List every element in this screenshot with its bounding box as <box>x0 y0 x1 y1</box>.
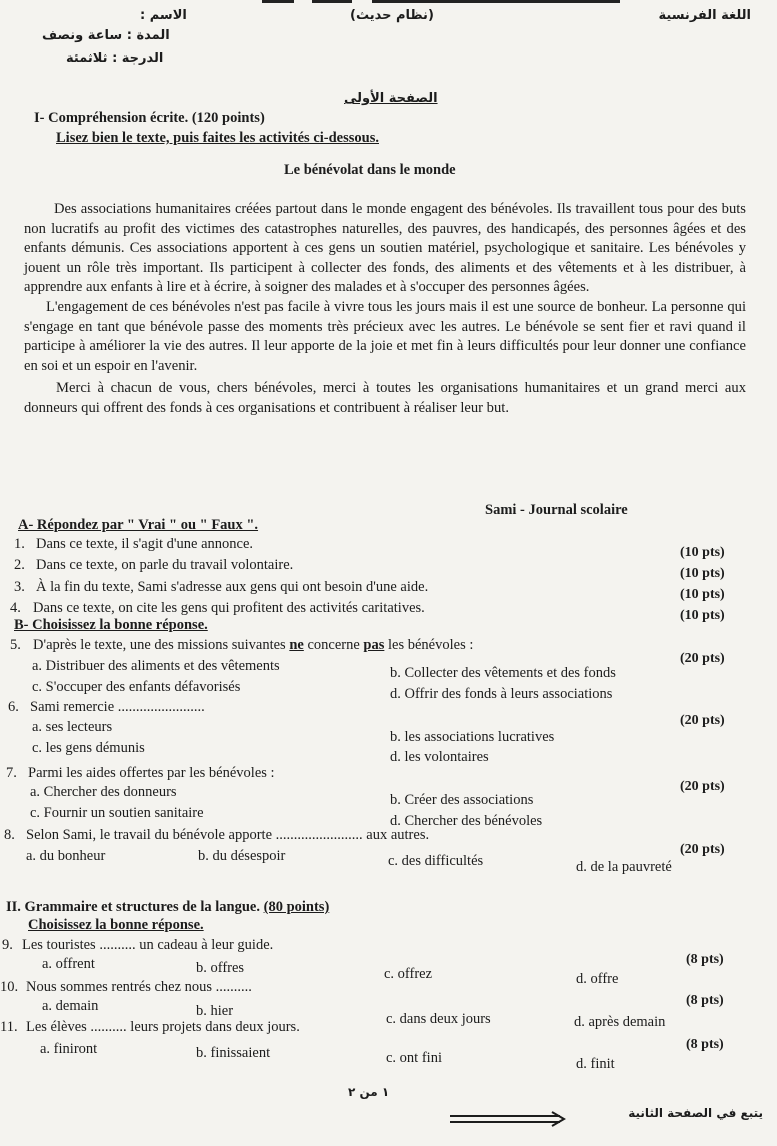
text-title: Le bénévolat dans le monde <box>284 162 456 178</box>
question-4-text: Dans ce texte, on cite les gens qui profitent des activités caritatives. <box>33 600 425 616</box>
section1-instruction: Lisez bien le texte, puis faites les activités ci-dessous. <box>56 130 379 146</box>
question-8-option-c[interactable]: c. des difficultés <box>388 853 484 869</box>
duration-label: المدة : ساعة ونصف <box>42 28 170 43</box>
question-9-option-b[interactable]: b. offres <box>196 960 245 976</box>
question-9-option-a[interactable]: a. offrent <box>42 956 95 972</box>
question-11-text: Les élèves .......... leurs projets dans deux jours. <box>26 1019 300 1035</box>
question-6-option-a[interactable]: a. ses lecteurs <box>32 719 113 735</box>
question-8-number: 8. <box>4 827 15 843</box>
question-11-number: 11. <box>0 1019 18 1035</box>
question-3-text: À la fin du texte, Sami s'adresse aux gens qui ont besoin d'une aide. <box>36 579 429 595</box>
question-10-option-a[interactable]: a. demain <box>42 998 99 1014</box>
question-1-points: (10 pts) <box>680 545 725 560</box>
question-6-option-d[interactable]: d. les volontaires <box>390 749 489 765</box>
question-10-option-d[interactable]: d. après demain <box>574 1014 666 1030</box>
system-label: (نظام حديث) <box>350 8 434 23</box>
section2-title <box>6 899 329 916</box>
partB-title: B- Choisissez la bonne réponse. <box>14 617 208 633</box>
question-5-text-end: les bénévoles : <box>384 637 474 653</box>
question-10-text: Nous sommes rentrés chez nous .......... <box>26 979 252 995</box>
header-top-rule <box>372 0 620 3</box>
question-3-points: (10 pts) <box>680 587 725 602</box>
question-6-option-c[interactable]: c. les gens démunis <box>32 740 145 756</box>
question-8-option-d[interactable]: d. de la pauvreté <box>576 859 672 875</box>
name-label: الاسم : <box>140 8 187 23</box>
question-3-number: 3. <box>14 579 25 595</box>
question-2-points: (10 pts) <box>680 566 725 581</box>
question-5-points: (20 pts) <box>680 651 725 666</box>
question-6-points: (20 pts) <box>680 713 725 728</box>
question-9-points: (8 pts) <box>686 952 724 967</box>
question-9-option-c[interactable]: c. offrez <box>384 966 433 982</box>
grade-label: الدرجة : ثلاثمئة <box>66 51 164 66</box>
signature: Sami - Journal scolaire <box>485 502 628 518</box>
question-7-option-c[interactable]: c. Fournir un soutien sanitaire <box>30 805 204 821</box>
question-10-number: 10. <box>0 979 19 995</box>
page-label: الصفحة الأولى <box>344 91 438 106</box>
section1-title: I- Compréhension écrite. (120 points) <box>34 110 265 126</box>
header-top-rule <box>262 0 294 3</box>
question-2-number: 2. <box>14 557 25 573</box>
question-7-option-d[interactable]: d. Chercher des bénévoles <box>390 813 543 829</box>
question-11-option-c[interactable]: c. ont fini <box>386 1050 442 1066</box>
question-5-option-c[interactable]: c. S'occuper des enfants défavorisés <box>32 679 241 695</box>
reading-text <box>24 200 746 419</box>
question-5-text-mid: concerne <box>303 637 364 653</box>
paragraph-1: Des associations humanitaires créées partout dans le monde engagent des bénévoles. Ils travaillent tous pour des buts non lucratifs au profit des victimes des catastrophes naturelles, des pauvres, des handicapés, des personnes âgées et des enfants démunis. Ces associations apportent à ces gens un soutien matériel, psychologique et sanitaire. Les bénévoles y jouent un rôle très important. Ils participent à collecter des fonds, des aliments et des vêtements et à les distribuer, à apprendre aux enfants à lire et à écrire, à soigner des malades et à s'occuper des personnes âgées. <box>24 201 746 296</box>
page-number: ١ من ٢ <box>348 1085 390 1099</box>
section2-title-main: II. Grammaire et structures de la langue. <box>6 899 260 915</box>
question-1-number: 1. <box>14 536 25 552</box>
section2-title-points: (80 points) <box>263 899 330 915</box>
question-10-points: (8 pts) <box>686 993 724 1008</box>
question-5-option-b[interactable]: b. Collecter des vêtements et des fonds <box>390 665 616 681</box>
question-7-option-b[interactable]: b. Créer des associations <box>390 792 534 808</box>
question-6-option-b[interactable]: b. les associations lucratives <box>390 729 555 745</box>
question-9-text: Les touristes .......... un cadeau à leur guide. <box>22 937 274 953</box>
question-4-points: (10 pts) <box>680 608 725 623</box>
section2-instruction: Choisissez la bonne réponse. <box>28 917 204 933</box>
question-7-text: Parmi les aides offertes par les bénévoles : <box>28 765 275 781</box>
question-5-text <box>33 637 473 654</box>
question-8-points: (20 pts) <box>680 842 725 857</box>
partA-title: A- Répondez par " Vrai " ou " Faux ". <box>18 517 259 533</box>
question-7-option-a[interactable]: a. Chercher des donneurs <box>30 784 177 800</box>
subject-label: اللغة الفرنسية <box>658 8 751 23</box>
question-6-number: 6. <box>8 699 19 715</box>
double-arrow-icon <box>448 1111 568 1127</box>
question-9-option-d[interactable]: d. offre <box>576 971 619 987</box>
question-8-option-a[interactable]: a. du bonheur <box>26 848 106 864</box>
question-6-text: Sami remercie ........................ <box>30 699 205 715</box>
question-5-option-a[interactable]: a. Distribuer des aliments et des vêtements <box>32 658 280 674</box>
question-11-option-a[interactable]: a. finiront <box>40 1041 98 1057</box>
question-5-text-start: D'après le texte, une des missions suivantes <box>33 637 290 653</box>
question-4-number: 4. <box>10 600 21 616</box>
question-10-option-b[interactable]: b. hier <box>196 1003 234 1019</box>
question-5-number: 5. <box>10 637 21 653</box>
question-1-text: Dans ce texte, il s'agit d'une annonce. <box>36 536 254 552</box>
question-5-option-d[interactable]: d. Offrir des fonds à leurs associations <box>390 686 613 702</box>
question-9-number: 9. <box>2 937 13 953</box>
question-7-number: 7. <box>6 765 17 781</box>
question-10-option-c[interactable]: c. dans deux jours <box>386 1011 491 1027</box>
question-8-text: Selon Sami, le travail du bénévole apporte ........................ aux autres. <box>26 827 430 843</box>
continue-note: يتبع في الصفحة الثانية <box>628 1106 763 1120</box>
question-11-option-d[interactable]: d. finit <box>576 1056 615 1072</box>
paragraph-2: L'engagement de ces bénévoles n'est pas facile à vivre tous les jours mais il est une source de bonheur. La personne qui s'engage en tant que bénévole passe des moments très précieux avec les autres. Le bénévole se sent fier et ravi quand il participe à améliorer la vie des autres. Il leur apporte de la joie et met fin à leurs difficultés pour leur donner une confiance en soi et un espoir en l'avenir. <box>24 298 746 374</box>
question-11-points: (8 pts) <box>686 1037 724 1052</box>
question-7-points: (20 pts) <box>680 779 725 794</box>
question-2-text: Dans ce texte, on parle du travail volontaire. <box>36 557 294 573</box>
question-8-option-b[interactable]: b. du désespoir <box>198 848 286 864</box>
paragraph-3: Merci à chacun de vous, chers bénévoles, merci à toutes les organisations humanitaires et un grand merci aux donneurs qui offrent des fonds à ces organisations et contribuent à réaliser leur but. <box>24 380 746 416</box>
question-11-option-b[interactable]: b. finissaient <box>196 1045 271 1061</box>
header-top-rule <box>312 0 352 3</box>
question-5-ne: ne <box>289 637 304 653</box>
question-5-pas: pas <box>363 637 385 653</box>
